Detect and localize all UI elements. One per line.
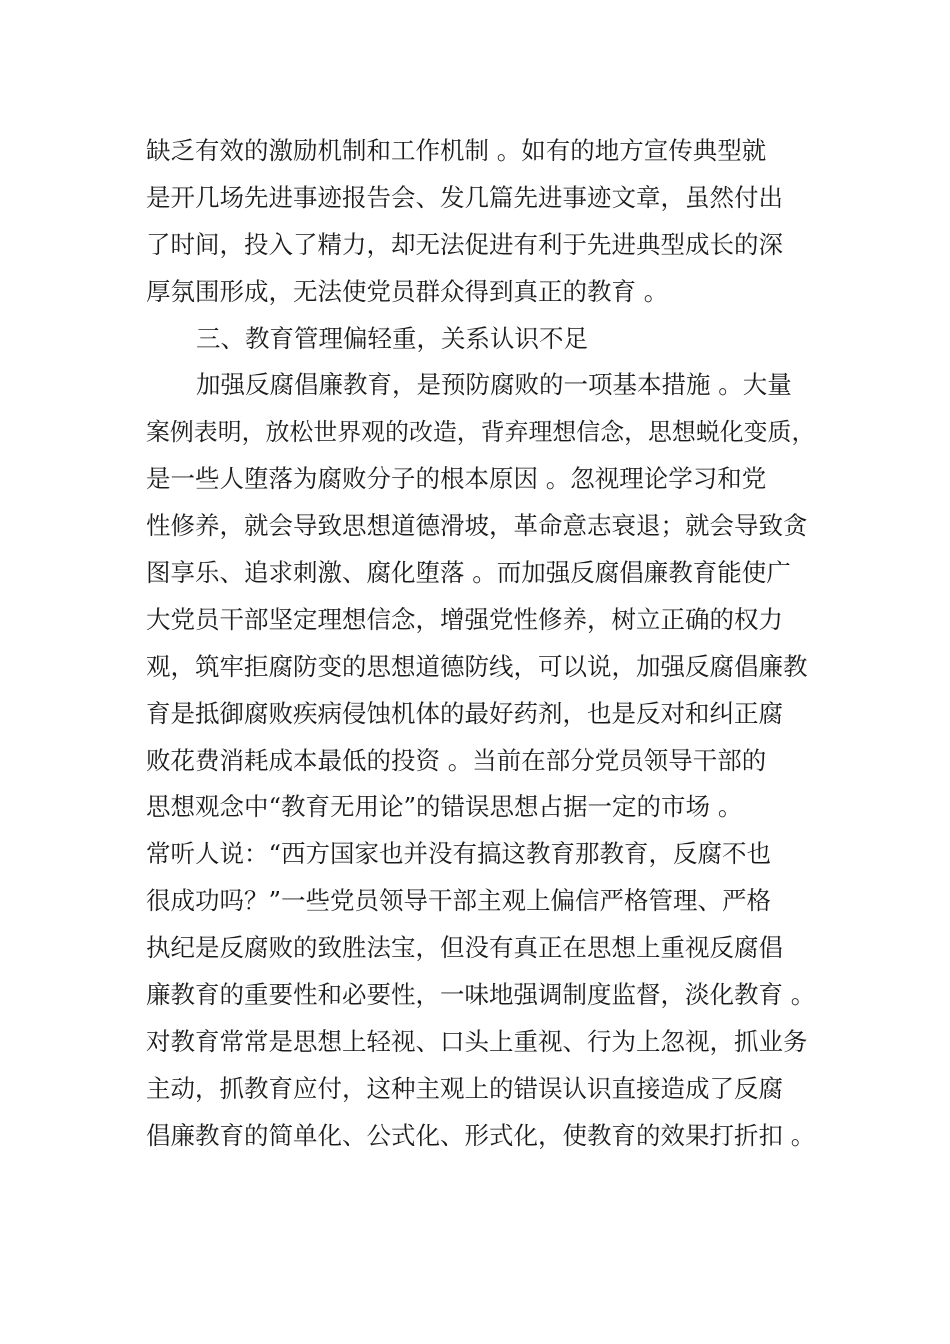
text-line: 缺乏有效的激励机制和工作机制 。如有的地方宣传典型就 [146, 136, 767, 165]
text-line: 是一些人堕落为腐败分子的根本原因 。忽视理论学习和党 [146, 464, 767, 494]
text-line: 主动，抓教育应付，这种主观上的错误认识直接造成了反腐 [146, 1073, 783, 1103]
text-line: 观，筑牢拒腐防变的思想道德防线，可以说，加强反腐倡廉教 [146, 651, 808, 681]
text-line: 执纪是反腐败的致胜法宝，但没有真正在思想上重视反腐倡 [146, 933, 783, 963]
text-line: 案例表明，放松世界观的改造，背弃理想信念，思想蜕化变质， [146, 418, 816, 447]
body-text [146, 128, 816, 1160]
text-line: 厚氛围形成，无法使党员群众得到真正的教育 。 [146, 276, 669, 306]
text-line: 倡廉教育的简单化、公式化、形式化，使教育的效果打折扣 。 [146, 1120, 816, 1150]
text-line: 性修养，就会导致思想道德滑坡，革命意志衰退；就会导致贪 [146, 511, 808, 541]
text-line: 败花费消耗成本最低的投资 。当前在部分党员领导干部的 [146, 745, 767, 775]
section-heading: 三、教育管理偏轻重，关系认识不足 [196, 323, 588, 353]
text-line: 思想观念中“教育无用论”的错误思想占据一定的市场 。 [146, 792, 743, 822]
text-line: 了时间，投入了精力，却无法促进有利于先进典型成长的深 [146, 229, 783, 259]
text-line: 大党员干部坚定理想信念，增强党性修养，树立正确的权力 [146, 604, 783, 634]
text-line: 对教育常常是思想上轻视、口头上重视、行为上忽视，抓业务 [146, 1026, 808, 1056]
text-line: 常听人说：“西方国家也并没有搞这教育那教育，反腐不也 [146, 839, 772, 869]
text-line: 廉教育的重要性和必要性，一味地强调制度监督，淡化教育 。 [146, 980, 816, 1010]
text-line: 很成功吗？”一些党员领导干部主观上偏信严格管理、严格 [146, 886, 772, 916]
text-line: 育是抵御腐败疾病侵蚀机体的最好药剂，也是反对和纠正腐 [146, 698, 783, 728]
text-line: 图享乐、追求刺激、腐化堕落 。而加强反腐倡廉教育能使广 [146, 558, 791, 588]
text-line: 是开几场先进事迹报告会、发几篇先进事迹文章，虽然付出 [146, 182, 783, 212]
text-line: 加强反腐倡廉教育，是预防腐败的一项基本措施 。大量 [196, 370, 792, 400]
